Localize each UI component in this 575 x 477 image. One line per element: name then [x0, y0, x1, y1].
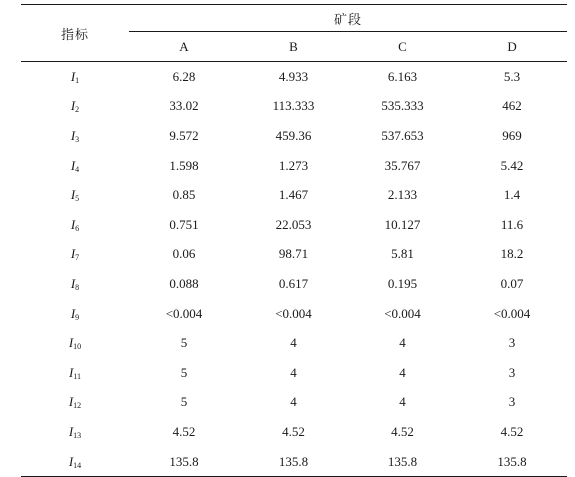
row-indicator-label	[21, 447, 129, 477]
indicator-subscript: 2	[75, 105, 80, 115]
table-cell: 3	[508, 335, 516, 351]
indicator-subscript: 10	[73, 342, 82, 352]
indicator-subscript: 1	[75, 75, 80, 85]
table-cell: 10.127	[384, 216, 421, 232]
row-indicator-label	[21, 121, 129, 151]
table-cell: 3	[508, 394, 516, 410]
indicator-symbol: I	[68, 423, 74, 439]
indicator-subscript: 3	[75, 134, 80, 144]
table-cell: 0.195	[387, 275, 418, 291]
table-cell: 0.088	[169, 275, 199, 291]
column-header-c: C	[348, 32, 457, 62]
indicator-symbol: I	[70, 127, 76, 143]
table-row	[21, 388, 567, 418]
indicator-subscript: 4	[75, 164, 80, 174]
indicator-subscript: 8	[75, 282, 80, 292]
indicator-subscript: 13	[73, 430, 82, 440]
table-cell: 1.467	[278, 187, 309, 203]
indicator-symbol: I	[70, 246, 76, 262]
table-row	[21, 210, 567, 240]
column-header-d: D	[457, 32, 567, 62]
table-header	[21, 5, 567, 62]
indicator-subscript: 12	[73, 401, 82, 411]
table-cell: 1.273	[278, 157, 309, 173]
table-cell: 35.767	[384, 157, 421, 173]
table-cell: 462	[502, 98, 522, 114]
row-header-label: 指标	[21, 5, 129, 62]
table-row	[21, 447, 567, 477]
indicator-symbol: I	[70, 187, 76, 203]
indicator-symbol: I	[70, 305, 76, 321]
table-cell: 0.85	[172, 187, 196, 203]
table-cell: 6.163	[387, 68, 418, 84]
row-indicator-label	[21, 151, 129, 181]
table-cell: 5.81	[391, 246, 414, 262]
table-cell: 0.751	[169, 216, 199, 232]
indicator-subscript: 6	[75, 223, 80, 233]
table-cell: 4	[290, 335, 297, 351]
indicator-symbol: I	[70, 216, 76, 232]
table-cell: 9.572	[169, 127, 199, 143]
table-row	[21, 62, 567, 92]
table-cell: 11.6	[500, 216, 524, 232]
table-cell: 18.2	[500, 246, 524, 262]
row-indicator-label	[21, 417, 129, 447]
row-indicator-label	[21, 299, 129, 329]
row-indicator-label	[21, 358, 129, 388]
table-cell: 0.617	[278, 275, 309, 291]
table-cell: 4.52	[391, 423, 414, 439]
data-table-container	[21, 4, 567, 477]
table-cell: 98.71	[278, 246, 309, 262]
indicator-symbol: I	[68, 394, 74, 410]
table-cell: 0.06	[172, 246, 196, 262]
row-indicator-label	[21, 180, 129, 210]
column-header-a: A	[129, 32, 239, 62]
table-cell: 5	[180, 335, 188, 351]
table-cell: 5	[180, 394, 188, 410]
indicator-symbol: I	[70, 157, 76, 173]
indicator-symbol: I	[68, 453, 74, 469]
table-row	[21, 240, 567, 270]
indicator-symbol: I	[70, 98, 76, 114]
indicator-subscript: 7	[75, 253, 80, 263]
row-indicator-label	[21, 240, 129, 270]
table-cell: 1.4	[503, 187, 521, 203]
table-cell: 4	[290, 364, 297, 380]
table-cell: 135.8	[348, 447, 457, 477]
table-row	[21, 180, 567, 210]
table-row	[21, 328, 567, 358]
indicator-symbol: I	[68, 364, 74, 380]
indicator-symbol: I	[68, 335, 74, 351]
indicator-subscript: 11	[73, 371, 82, 381]
table-cell: 535.333	[381, 98, 424, 114]
table-cell: 5.3	[503, 68, 521, 84]
row-indicator-label	[21, 92, 129, 122]
row-indicator-label	[21, 328, 129, 358]
table-cell: 4.52	[500, 423, 524, 439]
table-cell: 4	[290, 394, 297, 410]
table-cell: 1.598	[169, 157, 199, 173]
table-cell: 4	[399, 394, 406, 410]
table-cell: 4	[399, 364, 406, 380]
table-cell: 5.42	[500, 157, 524, 173]
row-indicator-label	[21, 388, 129, 418]
table-cell: 3	[508, 364, 516, 380]
table-cell: <0.004	[384, 305, 421, 321]
table-cell: 22.053	[275, 216, 312, 232]
row-indicator-label	[21, 210, 129, 240]
table-cell: <0.004	[493, 305, 531, 321]
table-cell: 5	[180, 364, 188, 380]
table-row	[21, 269, 567, 299]
indicator-symbol: I	[70, 68, 76, 84]
table-cell: 0.07	[500, 275, 524, 291]
table-cell: 4.52	[172, 423, 196, 439]
table-row	[21, 121, 567, 151]
row-indicator-label	[21, 62, 129, 92]
indicator-table	[21, 4, 567, 477]
table-row	[21, 151, 567, 181]
table-cell: 4.52	[282, 423, 305, 439]
column-header-b: B	[239, 32, 348, 62]
table-cell: 113.333	[272, 98, 315, 114]
table-cell: 135.8	[239, 447, 348, 477]
table-row	[21, 299, 567, 329]
table-cell: 537.653	[381, 127, 424, 143]
indicator-symbol: I	[70, 275, 76, 291]
table-cell: 33.02	[169, 98, 199, 114]
table-cell: 459.36	[275, 127, 312, 143]
table-cell: 135.8	[129, 447, 239, 477]
table-cell: <0.004	[275, 305, 312, 321]
table-cell: 4.933	[278, 68, 309, 84]
table-row	[21, 92, 567, 122]
table-cell: 6.28	[172, 68, 196, 84]
indicator-subscript: 14	[73, 460, 82, 470]
table-cell: 135.8	[457, 447, 567, 477]
table-cell: 4	[399, 335, 406, 351]
table-row	[21, 417, 567, 447]
table-cell: 969	[502, 127, 522, 143]
row-indicator-label	[21, 269, 129, 299]
table-cell: <0.004	[165, 305, 203, 321]
table-row	[21, 358, 567, 388]
group-header-label: 矿段	[129, 5, 567, 32]
indicator-subscript: 5	[75, 194, 80, 204]
table-cell: 2.133	[387, 187, 418, 203]
table-body	[21, 62, 567, 477]
indicator-subscript: 9	[75, 312, 80, 322]
